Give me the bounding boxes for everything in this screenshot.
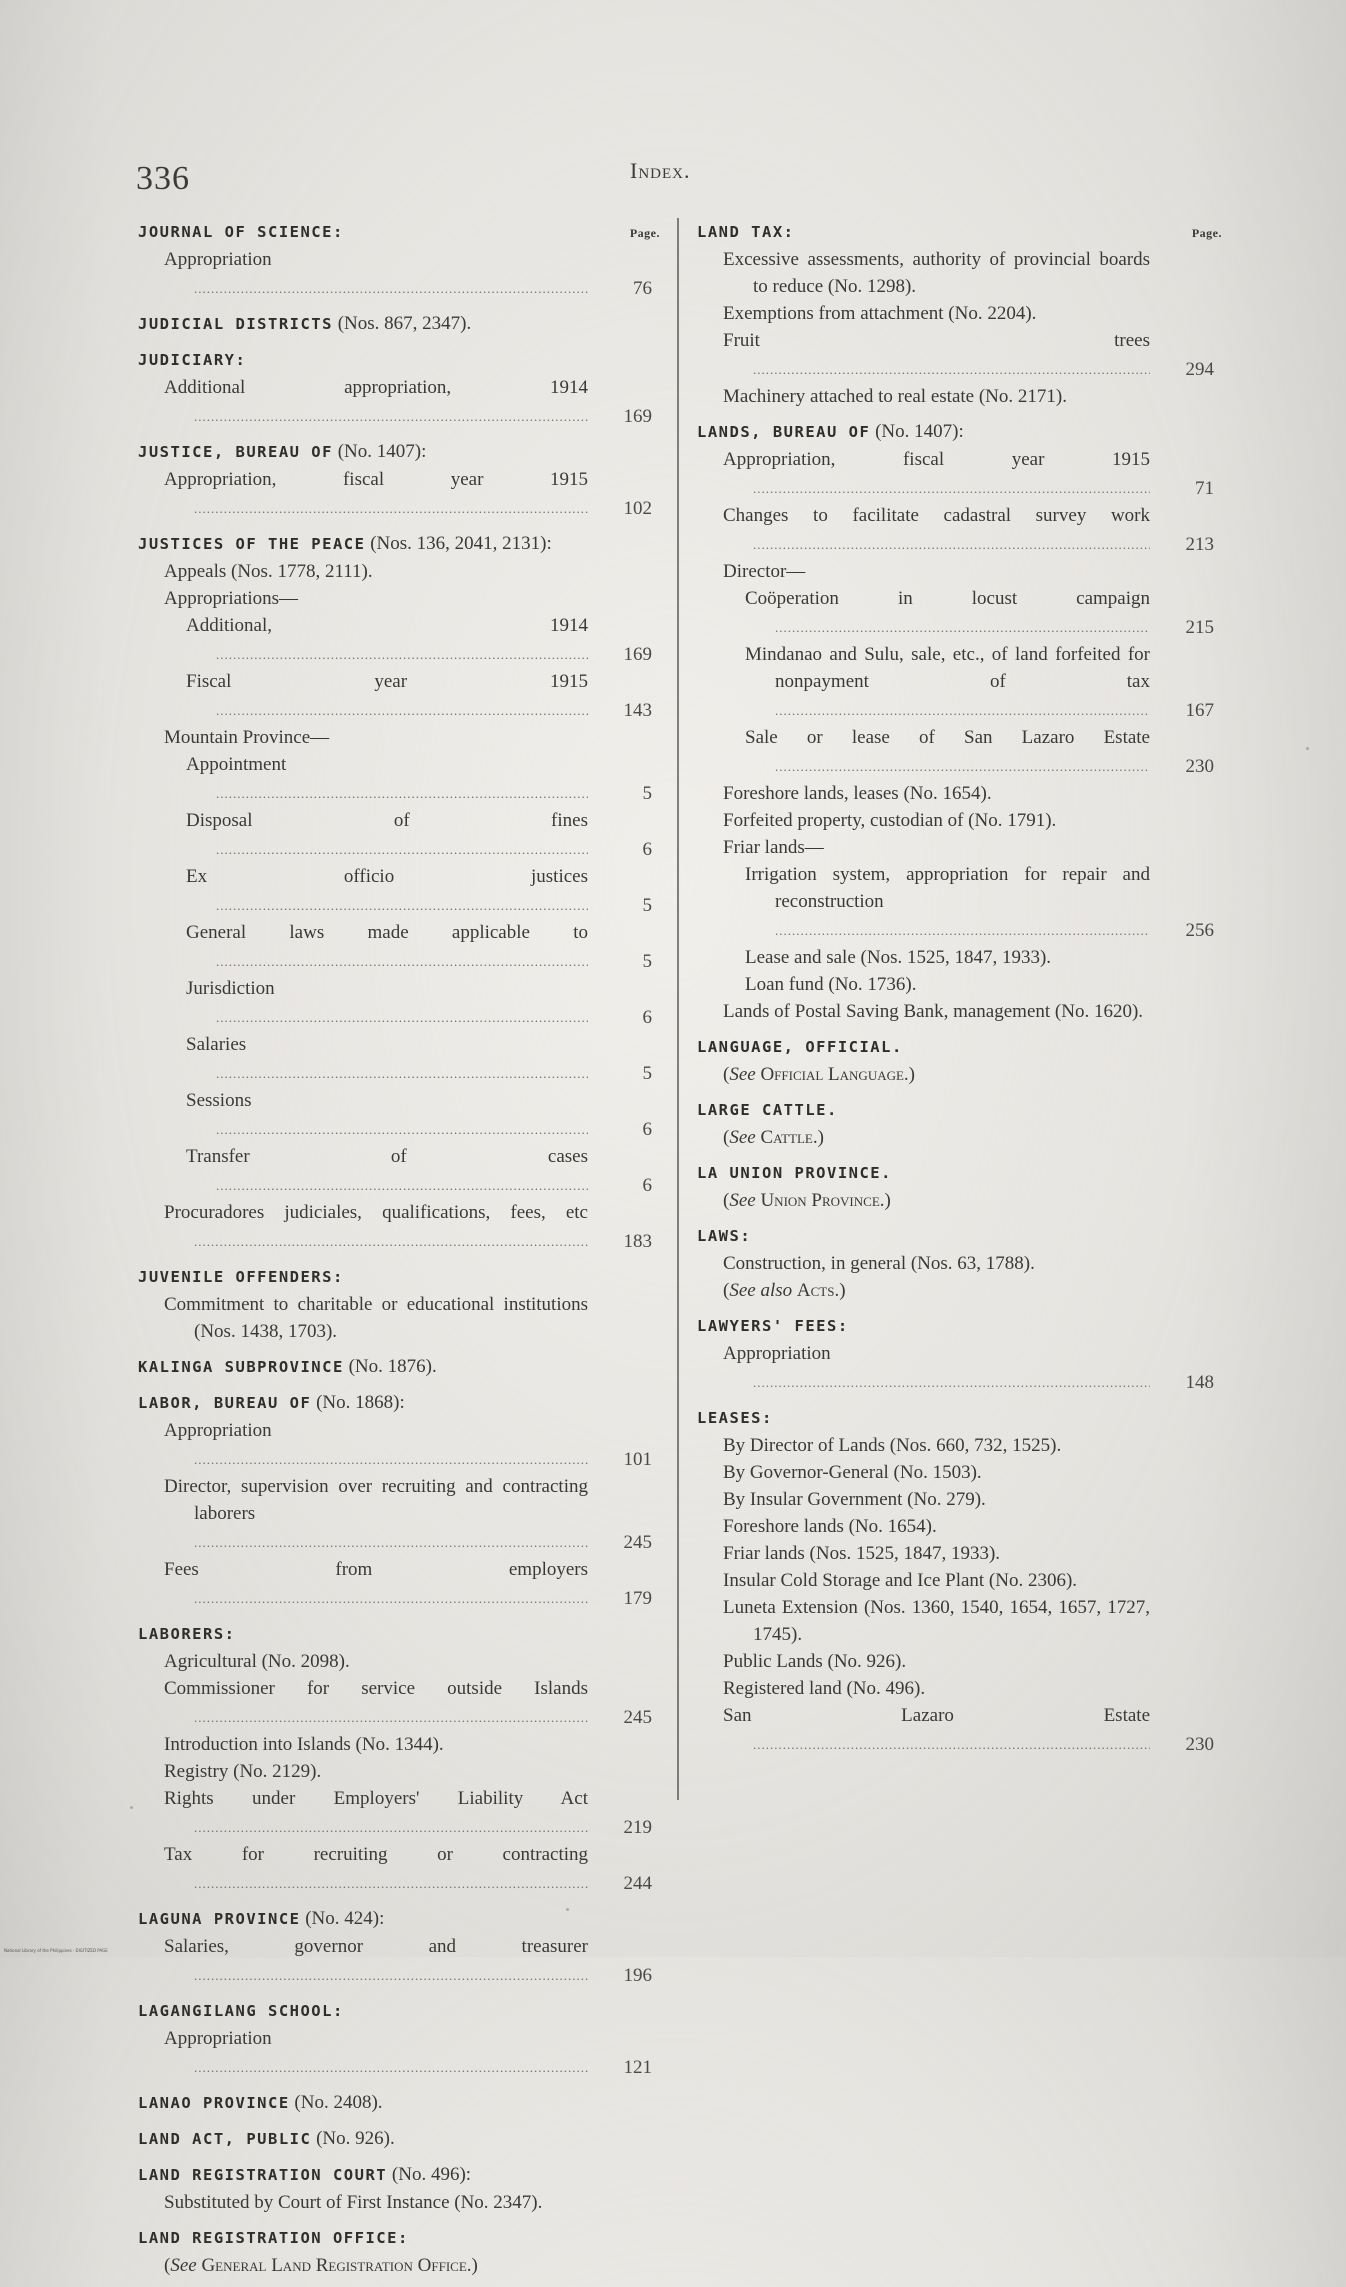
subentry-text: Forfeited property, custodian of (No. 1791). bbox=[723, 810, 1057, 831]
entry-heading-line bbox=[697, 1096, 1222, 1124]
subentry-text: Salaries, governor and treasurer ..... bbox=[164, 1933, 588, 1989]
entry-act-reference: (No. 1868): bbox=[316, 1392, 405, 1413]
subentry-text: Registry (No. 2129). bbox=[164, 1761, 322, 1782]
subentry-text: Ex officio justices ..... bbox=[186, 863, 588, 919]
subentry-text: Friar lands— bbox=[723, 837, 824, 858]
subentry bbox=[697, 1702, 1222, 1758]
entry-heading-line bbox=[138, 2161, 660, 2189]
subentry-text: Transfer of cases ..... bbox=[186, 1143, 588, 1199]
subentry-text: Insular Cold Storage and Ice Plant (No. 2306). bbox=[723, 1570, 1078, 1591]
index-entry bbox=[697, 1222, 1222, 1304]
entry-act-reference: (No. 424): bbox=[305, 1908, 385, 1929]
entry-headword: LAGUNA PROVINCE bbox=[138, 1910, 301, 1928]
page-reference: 245 bbox=[623, 1532, 652, 1553]
subentry bbox=[697, 585, 1222, 641]
entry-heading-line bbox=[138, 346, 660, 374]
page-reference: 6 bbox=[642, 1175, 652, 1196]
page-reference: 71 bbox=[1195, 478, 1214, 499]
subentry bbox=[138, 585, 660, 612]
index-entry bbox=[697, 1404, 1222, 1758]
page-reference: 179 bbox=[623, 1588, 652, 1609]
index-entry bbox=[138, 1263, 660, 1345]
entry-headword: LANGUAGE, OFFICIAL. bbox=[697, 1038, 903, 1056]
subentry bbox=[138, 1417, 660, 1473]
subentry bbox=[697, 327, 1222, 383]
entry-act-reference: (Nos. 136, 2041, 2131): bbox=[370, 533, 552, 554]
entry-headword: JUDICIAL DISTRICTS bbox=[138, 315, 333, 333]
page-reference: 183 bbox=[623, 1231, 652, 1252]
see-reference bbox=[138, 2252, 660, 2279]
paper-speck bbox=[130, 1806, 133, 1809]
page-reference: 256 bbox=[1185, 920, 1214, 941]
subentry-text: Rights under Employers' Liability Act ..... bbox=[164, 1785, 588, 1841]
see-word: See bbox=[729, 1127, 756, 1148]
subentry-text: Machinery attached to real estate (No. 2171). bbox=[723, 386, 1067, 407]
entry-headword: LAGANGILANG SCHOOL: bbox=[138, 2002, 344, 2020]
page-reference: 6 bbox=[642, 1007, 652, 1028]
subentry bbox=[138, 1648, 660, 1675]
subentry-text: Appropriation, fiscal year 1915 ..... bbox=[723, 446, 1150, 502]
page-reference: 167 bbox=[1185, 700, 1214, 721]
subentry bbox=[138, 1087, 660, 1143]
entry-heading-line bbox=[697, 1159, 1222, 1187]
subentry-text: Appropriation, fiscal year 1915 ..... bbox=[164, 466, 588, 522]
subentry bbox=[138, 1675, 660, 1731]
index-entry bbox=[697, 1096, 1222, 1151]
entry-act-reference: (No. 496): bbox=[391, 2164, 472, 2185]
index-entry bbox=[138, 2125, 660, 2153]
entry-act-reference: (No. 1407): bbox=[337, 441, 427, 462]
page-reference: 6 bbox=[642, 1119, 652, 1140]
subentry-text: Exemptions from attachment (No. 2204). bbox=[723, 303, 1037, 324]
see-target: Cattle. bbox=[760, 1127, 818, 1148]
entry-act-reference: (No. 1876). bbox=[348, 1356, 437, 1377]
subentry bbox=[138, 975, 660, 1031]
see-reference bbox=[697, 1061, 1222, 1088]
entry-heading-line bbox=[138, 1620, 660, 1648]
page-reference: 143 bbox=[623, 700, 652, 721]
entry-heading-line bbox=[697, 1312, 1222, 1340]
page-reference: 245 bbox=[623, 1707, 652, 1728]
page-reference: 215 bbox=[1185, 617, 1214, 638]
subentry bbox=[697, 1486, 1222, 1513]
see-reference bbox=[697, 1187, 1222, 1214]
subentry-text: Appeals (Nos. 1778, 2111). bbox=[164, 561, 373, 582]
subentry bbox=[138, 1841, 660, 1897]
running-head: Index. bbox=[630, 158, 691, 183]
entry-heading-line bbox=[138, 2089, 660, 2117]
index-entry bbox=[138, 1997, 660, 2081]
index-entry bbox=[138, 2224, 660, 2279]
column-divider bbox=[677, 218, 679, 1800]
entry-headword: LAND TAX: bbox=[697, 223, 795, 241]
subentry-text: Substituted by Court of First Instance (No. 2347). bbox=[164, 2192, 543, 2213]
subentry bbox=[138, 374, 660, 430]
subentry-text: Fees from employers ..... bbox=[164, 1556, 588, 1612]
subentry bbox=[697, 246, 1222, 300]
subentry bbox=[138, 1785, 660, 1841]
entry-headword: LABORERS: bbox=[138, 1625, 236, 1643]
subentry-text: Director— bbox=[723, 561, 806, 582]
subentry-text: Appropriations— bbox=[164, 588, 299, 609]
see-reference bbox=[697, 1124, 1222, 1151]
entry-act-reference: (No. 1407): bbox=[875, 421, 964, 442]
subentry-text: Public Lands (No. 926). bbox=[723, 1651, 907, 1672]
entry-heading-line bbox=[697, 218, 1222, 246]
subentry bbox=[138, 724, 660, 751]
entry-heading-line bbox=[138, 2125, 660, 2153]
subentry-text: Construction, in general (Nos. 63, 1788). bbox=[723, 1253, 1035, 1274]
index-entry bbox=[138, 1620, 660, 1897]
subentry-text: Lands of Postal Saving Bank, management (No. 1620). bbox=[723, 1001, 1144, 1022]
index-entry bbox=[138, 1905, 660, 1989]
subentry-text: Lease and sale (Nos. 1525, 1847, 1933). bbox=[745, 947, 1052, 968]
subentry bbox=[697, 1250, 1222, 1277]
subentry bbox=[138, 2025, 660, 2081]
see-target: Official Language. bbox=[760, 1064, 909, 1085]
subentry-text: Fiscal year 1915 ..... bbox=[186, 668, 588, 724]
page-reference: 169 bbox=[623, 406, 652, 427]
subentry-text: By Governor-General (No. 1503). bbox=[723, 1462, 982, 1483]
subentry bbox=[697, 1540, 1222, 1567]
entry-headword: JUDICIARY: bbox=[138, 351, 247, 369]
subentry-text: By Director of Lands (Nos. 660, 732, 1525). bbox=[723, 1435, 1062, 1456]
subentry bbox=[697, 724, 1222, 780]
subentry bbox=[697, 1513, 1222, 1540]
page-number: 336 bbox=[136, 160, 190, 197]
index-entry bbox=[697, 1312, 1222, 1396]
page-reference: 244 bbox=[623, 1873, 652, 1894]
subentry-text: Friar lands (Nos. 1525, 1847, 1933). bbox=[723, 1543, 1001, 1564]
subentry-text: Tax for recruiting or contracting ..... bbox=[164, 1841, 588, 1897]
index-entries bbox=[697, 218, 1222, 1758]
entry-headword: JUSTICE, BUREAU OF bbox=[138, 443, 333, 461]
subentry bbox=[697, 1459, 1222, 1486]
subentry-text: Additional, 1914 ..... bbox=[186, 612, 588, 668]
entry-heading-line bbox=[697, 1404, 1222, 1432]
page-reference: 196 bbox=[623, 1965, 652, 1986]
subentry-text: Disposal of fines ..... bbox=[186, 807, 588, 863]
subentry bbox=[138, 2189, 660, 2216]
entry-headword: LAND REGISTRATION OFFICE: bbox=[138, 2229, 409, 2247]
subentry bbox=[697, 971, 1222, 998]
subentry-text: Luneta Extension (Nos. 1360, 1540, 1654, 1657, 1727, 1745). bbox=[723, 1597, 1150, 1645]
subentry bbox=[138, 751, 660, 807]
entry-headword: JUVENILE OFFENDERS: bbox=[138, 1268, 344, 1286]
entry-heading-line bbox=[697, 418, 1222, 446]
entry-headword: LAND ACT, PUBLIC bbox=[138, 2130, 312, 2148]
subentry bbox=[138, 807, 660, 863]
entry-heading-line bbox=[138, 1263, 660, 1291]
subentry bbox=[697, 944, 1222, 971]
entry-headword: JOURNAL OF SCIENCE: bbox=[138, 223, 344, 241]
subentry bbox=[138, 1031, 660, 1087]
subentry bbox=[697, 834, 1222, 861]
subentry-text: Excessive assessments, authority of provincial boards to reduce (No. 1298). bbox=[723, 249, 1150, 297]
see-also-target: Acts. bbox=[796, 1280, 840, 1301]
subentry bbox=[697, 1594, 1222, 1648]
subentry-text: Commissioner for service outside Islands ..... bbox=[164, 1675, 588, 1731]
page-reference: 230 bbox=[1185, 756, 1214, 777]
subentry bbox=[697, 807, 1222, 834]
subentry-text: Coöperation in locust campaign ..... bbox=[745, 585, 1150, 641]
subentry bbox=[697, 383, 1222, 410]
entry-heading-line bbox=[138, 1905, 660, 1933]
entry-headword: LAWS: bbox=[697, 1227, 752, 1245]
entry-heading-line bbox=[138, 1997, 660, 2025]
subentry bbox=[697, 1567, 1222, 1594]
page-reference: 169 bbox=[623, 644, 652, 665]
subentry bbox=[138, 1199, 660, 1255]
entry-heading-line bbox=[697, 1033, 1222, 1061]
index-entry bbox=[138, 218, 660, 302]
index-entry bbox=[138, 438, 660, 522]
entry-act-reference: (No. 926). bbox=[316, 2128, 395, 2149]
entry-act-reference: (No. 2408). bbox=[294, 2092, 383, 2113]
see-target: General Land Registration Office. bbox=[201, 2255, 472, 2276]
subentry-text: Sale or lease of San Lazaro Estate ..... bbox=[745, 724, 1150, 780]
subentry bbox=[138, 1731, 660, 1758]
page-reference: 5 bbox=[642, 1063, 652, 1084]
subentry bbox=[697, 1432, 1222, 1459]
see-also-text: (See also Acts.) bbox=[723, 1280, 846, 1301]
entry-headword: KALINGA SUBPROVINCE bbox=[138, 1358, 344, 1376]
paper-speck bbox=[1306, 747, 1309, 750]
subentry-text: Irrigation system, appropriation for repair and reconstruction ..... bbox=[745, 861, 1150, 944]
subentry bbox=[697, 502, 1222, 558]
entry-headword: LEASES: bbox=[697, 1409, 773, 1427]
subentry-text: Commitment to charitable or educational institutions (Nos. 1438, 1703). bbox=[164, 1294, 588, 1342]
entry-heading-line bbox=[138, 1353, 660, 1381]
entry-headword: LA UNION PROVINCE. bbox=[697, 1164, 892, 1182]
page-reference: 213 bbox=[1185, 534, 1214, 555]
entry-heading-line bbox=[138, 438, 660, 466]
subentry-text: Appropriation ..... bbox=[164, 1417, 588, 1473]
subentry bbox=[697, 1648, 1222, 1675]
see-target: Union Province. bbox=[760, 1190, 885, 1211]
subentry bbox=[138, 1473, 660, 1556]
page-reference: 76 bbox=[633, 278, 652, 299]
see-word: See bbox=[729, 1190, 756, 1211]
subentry bbox=[138, 668, 660, 724]
index-column-right bbox=[697, 218, 1222, 1766]
entry-heading-line bbox=[138, 1389, 660, 1417]
entry-headword: LARGE CATTLE. bbox=[697, 1101, 838, 1119]
subentry bbox=[138, 1556, 660, 1612]
subentry-text: Appropriation ..... bbox=[164, 246, 588, 302]
subentry bbox=[697, 780, 1222, 807]
index-entry bbox=[138, 1353, 660, 1381]
page-reference: 219 bbox=[623, 1817, 652, 1838]
index-entry bbox=[138, 1389, 660, 1612]
subentry-text: By Insular Government (No. 279). bbox=[723, 1489, 986, 1510]
see-reference-text: (See General Land Registration Office.) bbox=[164, 2255, 478, 2276]
page-reference: 6 bbox=[642, 839, 652, 860]
entry-act-reference: (Nos. 867, 2347). bbox=[337, 313, 472, 334]
subentry-text: Mountain Province— bbox=[164, 727, 330, 748]
page-reference: 5 bbox=[642, 783, 652, 804]
entry-headword: LAWYERS' FEES: bbox=[697, 1317, 849, 1335]
subentry bbox=[697, 1675, 1222, 1702]
subentry-text: San Lazaro Estate ..... bbox=[723, 1702, 1150, 1758]
digitization-stamp: National Library of the Philippines · DIGITIZED PAGE bbox=[4, 1948, 108, 1953]
see-reference-text: (See Union Province.) bbox=[723, 1190, 891, 1211]
entry-heading-line bbox=[697, 1222, 1222, 1250]
subentry bbox=[697, 998, 1222, 1025]
subentry bbox=[697, 641, 1222, 724]
index-entry bbox=[138, 346, 660, 430]
page-reference: 101 bbox=[623, 1449, 652, 1470]
entry-headword: LANDS, BUREAU OF bbox=[697, 423, 871, 441]
subentry-text: General laws made applicable to ..... bbox=[186, 919, 588, 975]
see-reference-text: (See Cattle.) bbox=[723, 1127, 824, 1148]
subentry-text: Salaries ..... bbox=[186, 1031, 588, 1087]
see-word: See bbox=[170, 2255, 197, 2276]
entry-heading-line bbox=[138, 2224, 660, 2252]
see-also-word: See also bbox=[729, 1280, 793, 1301]
see-reference-text: (See Official Language.) bbox=[723, 1064, 915, 1085]
entry-heading-line bbox=[138, 530, 660, 558]
subentry-text: Appropriation ..... bbox=[164, 2025, 588, 2081]
subentry-text: Procuradores judiciales, qualifications, fees, etc ..... bbox=[164, 1199, 588, 1255]
paper-speck bbox=[566, 1908, 569, 1911]
subentry bbox=[697, 446, 1222, 502]
page-reference: 5 bbox=[642, 951, 652, 972]
subentry-text: Foreshore lands (No. 1654). bbox=[723, 1516, 937, 1537]
subentry-text: Appropriation ..... bbox=[723, 1340, 1150, 1396]
subentry bbox=[138, 1143, 660, 1199]
page-reference: 230 bbox=[1185, 1734, 1214, 1755]
see-also-reference bbox=[697, 1277, 1222, 1304]
page-reference: 148 bbox=[1185, 1372, 1214, 1393]
subentry-text: Additional appropriation, 1914 ..... bbox=[164, 374, 588, 430]
subentry bbox=[138, 1758, 660, 1785]
subentry-text: Agricultural (No. 2098). bbox=[164, 1651, 350, 1672]
subentry bbox=[138, 612, 660, 668]
subentry bbox=[697, 558, 1222, 585]
subentry bbox=[138, 863, 660, 919]
page-column-label: Page. bbox=[629, 226, 660, 240]
index-column-left bbox=[138, 218, 660, 2287]
page-reference: 121 bbox=[623, 2057, 652, 2078]
subentry-text: Loan fund (No. 1736). bbox=[745, 974, 917, 995]
index-entry bbox=[138, 2161, 660, 2216]
subentry-text: Fruit trees ..... bbox=[723, 327, 1150, 383]
subentry bbox=[138, 1291, 660, 1345]
entry-heading-line bbox=[138, 218, 660, 246]
subentry bbox=[138, 558, 660, 585]
subentry-text: Sessions ..... bbox=[186, 1087, 588, 1143]
entry-headword: LAND REGISTRATION COURT bbox=[138, 2166, 388, 2184]
subentry-text: Foreshore lands, leases (No. 1654). bbox=[723, 783, 992, 804]
subentry bbox=[697, 861, 1222, 944]
subentry-text: Appointment ..... bbox=[186, 751, 588, 807]
subentry-text: Jurisdiction ..... bbox=[186, 975, 588, 1031]
index-entry bbox=[138, 530, 660, 1255]
subentry-text: Director, supervision over recruiting and contracting laborers ..... bbox=[164, 1473, 588, 1556]
subentry-text: Mindanao and Sulu, sale, etc., of land forfeited for nonpayment of tax ..... bbox=[745, 641, 1150, 724]
index-entries bbox=[138, 218, 660, 2279]
subentry-text: Introduction into Islands (No. 1344). bbox=[164, 1734, 444, 1755]
entry-headword: LANAO PROVINCE bbox=[138, 2094, 290, 2112]
index-entry bbox=[138, 2089, 660, 2117]
subentry bbox=[697, 1340, 1222, 1396]
index-entry bbox=[697, 418, 1222, 1025]
entry-headword: JUSTICES OF THE PEACE bbox=[138, 535, 366, 553]
subentry bbox=[697, 300, 1222, 327]
subentry-text: Registered land (No. 496). bbox=[723, 1678, 926, 1699]
subentry bbox=[138, 1933, 660, 1989]
page-reference: 102 bbox=[623, 498, 652, 519]
page-reference: 5 bbox=[642, 895, 652, 916]
index-entry bbox=[697, 1033, 1222, 1088]
see-word: See bbox=[729, 1064, 756, 1085]
entry-heading-line bbox=[138, 310, 660, 338]
page-column-label: Page. bbox=[1191, 226, 1222, 240]
entry-headword: LABOR, BUREAU OF bbox=[138, 1394, 312, 1412]
subentry bbox=[138, 919, 660, 975]
page-reference: 294 bbox=[1185, 359, 1214, 380]
index-entry bbox=[697, 1159, 1222, 1214]
subentry bbox=[138, 466, 660, 522]
subentry bbox=[138, 246, 660, 302]
index-entry bbox=[697, 218, 1222, 410]
subentry-text: Changes to facilitate cadastral survey work ..... bbox=[723, 502, 1150, 558]
index-entry bbox=[138, 310, 660, 338]
